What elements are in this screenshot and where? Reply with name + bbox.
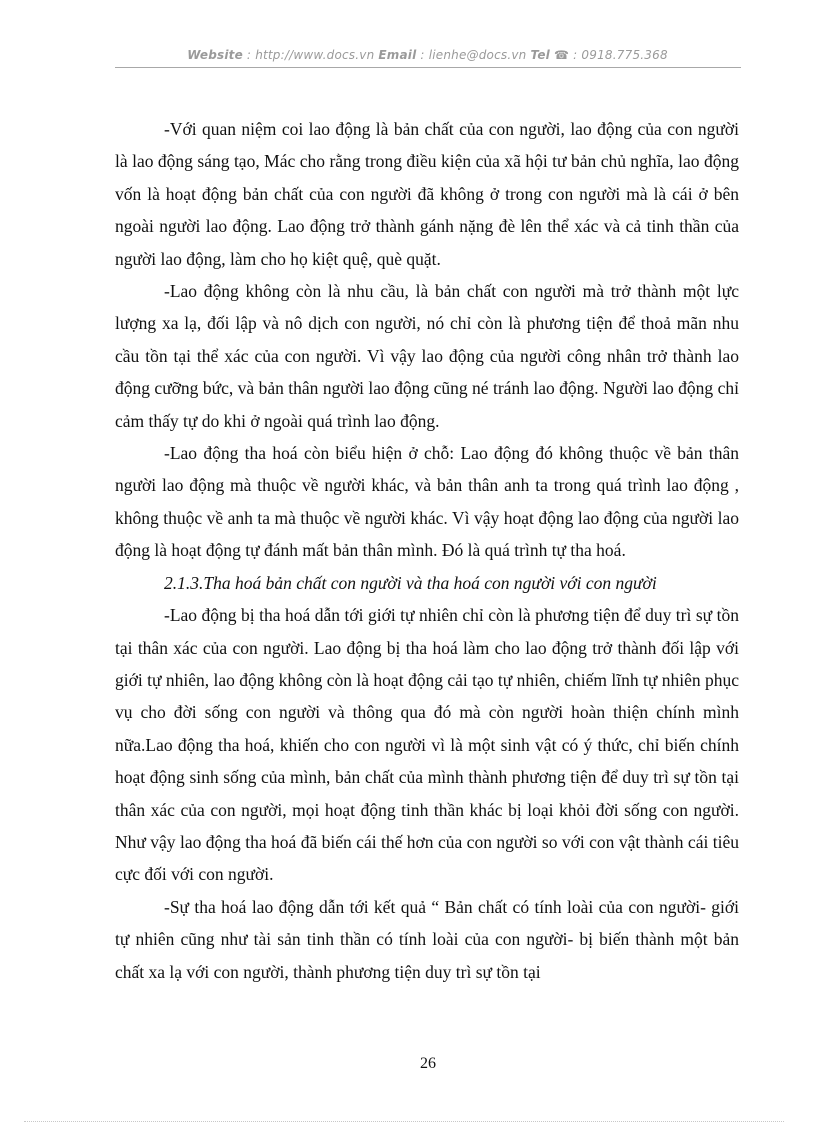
section-heading: 2.1.3.Tha hoá bản chất con người và tha hoá con người với con người — [164, 572, 657, 593]
page-bottom-border — [24, 1121, 784, 1122]
website-label: Website — [187, 48, 243, 62]
phone-icon: ☎ — [554, 48, 570, 62]
paragraph-5: -Sự tha hoá lao động dẫn tới kết quả “ Bản chất có tính loài của con người- giới tự nhiên cũng như tài sản tinh thần có tính loài của con người- bị biến thành một bản chất xa lạ với con người, thành phương tiện duy trì sự tồn tại — [115, 896, 739, 982]
website-value: : http://www.docs.vn — [242, 48, 379, 62]
tel-label: Tel — [530, 48, 550, 62]
paragraph-1: -Với quan niệm coi lao động là bản chất của con người, lao động của con người là lao động sáng tạo, Mác cho rằng trong điều kiện của xã hội tư bản chủ nghĩa, lao động vốn là hoạt động bản chất của con người đã không ở trong con người mà là cái ở bên ngoài người lao động. Lao động trở thành gánh nặng đè lên thể xác và cả tinh thần của người lao động, làm cho họ kiệt quệ, què quặt. — [115, 119, 739, 269]
tel-value: : 0918.775.368 — [569, 48, 668, 62]
email-value: : lienhe@docs.vn — [416, 48, 531, 62]
page-header — [115, 48, 740, 62]
paragraph-2: -Lao động không còn là nhu cầu, là bản chất con người mà trở thành một lực lượng xa lạ, đối lập và nô dịch con người, nó chỉ còn là phương tiện để thoả mãn nhu cầu tồn tại thể xác của con người. Vì vậy lao động của người công nhân trở thành lao động cưỡng bức, và bản thân người lao động cũng né tránh lao động. Người lao động chỉ cảm thấy tự do khi ở ngoài quá trình lao động. — [115, 281, 739, 431]
paragraph-4: -Lao động bị tha hoá dẫn tới giới tự nhiên chỉ còn là phương tiện để duy trì sự tồn tại thân xác của con người. Lao động bị tha hoá làm cho lao động trở thành đối lập với giới tự nhiên, lao động không còn là hoạt động cải tạo tự nhiên, chiếm lĩnh tự nhiên phục vụ cho đời sống con người và thông qua đó mà còn người hoàn thiện chính mình nữa.Lao động tha hoá, khiến cho con người vì là một sinh vật có ý thức, chỉ biến chính hoạt động sinh sống của mình, bản chất của mình thành phương tiện để duy trì sự tồn tại thân xác của con người, mọi hoạt động tinh thần khác bị loại khỏi đời sống con người. Như vậy lao động tha hoá đã biến cái thế hơn của con người so với con vật thành cái tiêu cực đối với con người. — [115, 605, 739, 885]
header-divider — [115, 67, 741, 68]
document-body — [115, 113, 739, 988]
paragraph-3: -Lao động tha hoá còn biểu hiện ở chỗ: Lao động đó không thuộc về bản thân người lao động mà thuộc về người khác, và bản thân anh ta trong quá trình lao động , không thuộc về anh ta mà thuộc về người khác. Vì vậy hoạt động lao động của người lao động là hoạt động tự đánh mất bản thân mình. Đó là quá trình tự tha hoá. — [115, 443, 739, 561]
page-number: 26 — [420, 1055, 436, 1072]
email-label: Email — [378, 48, 417, 62]
